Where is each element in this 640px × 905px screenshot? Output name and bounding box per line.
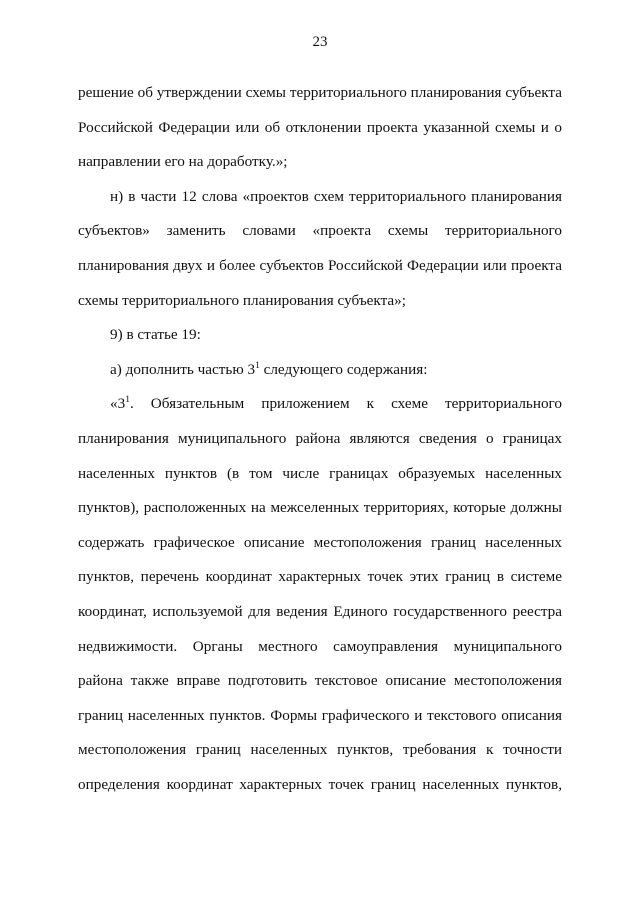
paragraph-part-3-1-lead: «3 — [110, 395, 126, 413]
superscript-marker: 1 — [255, 360, 260, 371]
paragraph-add-part-3-1-tail: следующего содержания: — [259, 360, 428, 378]
page-number: 23 — [312, 34, 328, 50]
document-body — [78, 76, 562, 802]
paragraph-part-12-amendment: н) в части 12 слова «проектов схем территориального планирования субъектов» заменить словами «проекта схемы территориального планирования двух и более субъектов Российской Федерации или проекта схемы территориального планирования субъекта»; — [78, 187, 562, 309]
paragraph-approval-decision: решение об утверждении схемы территориального планирования субъекта Российской Федерации или об отклонении проекта указанной схемы и о направлении его на доработку.»; — [78, 84, 562, 171]
paragraph-article-19: 9) в статье 19: — [110, 326, 201, 344]
paragraph-add-part-3-1-text: а) дополнить частью 3 — [110, 360, 256, 378]
paragraph-add-part-3-1 — [78, 353, 562, 388]
paragraph-part-3-1-body: . Обязательным приложением к схеме территориального планирования муниципального района являются сведения о границах населенных пунктов (в том числе границах образуемых населенных пунктов), расположенных на межселенных территориях, которые должны содержать графическое описание местоположения границ населенных пунктов, перечень координат характерных точек этих границ в системе координат, используемой для ведения Единого государственного реестра недвижимости. Органы местного самоуправления муниципального района также вправе подготовить текстовое описание местоположения границ населенных пунктов. Формы графического и текстового описания местоположения границ населенных пунктов, требования к точности определения координат характерных точек границ населенных пунктов, — [78, 395, 562, 793]
paragraph-part-3-1-content — [78, 387, 562, 802]
superscript-marker: 1 — [125, 395, 130, 406]
